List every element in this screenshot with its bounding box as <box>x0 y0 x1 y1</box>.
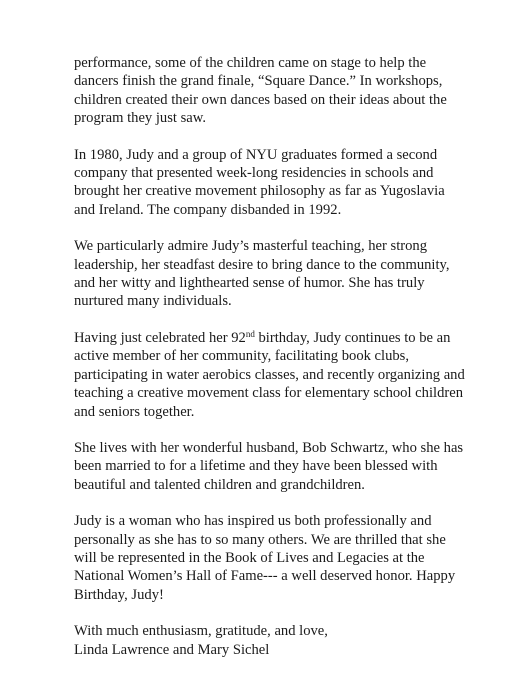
text-line: Judy is a woman who has inspired us both professionally and <box>74 513 432 530</box>
text-line <box>74 329 514 347</box>
closing-block <box>74 622 514 659</box>
text-line: and Ireland. The company disbanded in 1992. <box>74 201 342 218</box>
text-line: We particularly admire Judy’s masterful teaching, her strong <box>74 238 428 255</box>
text-line: will be represented in the Book of Lives and Legacies at the <box>74 549 425 566</box>
text-line: performance, some of the children came on stage to help the <box>74 55 427 71</box>
text-line: company that presented week-long residencies in schools and <box>74 165 434 182</box>
text-line: children created their own dances based on their ideas about the <box>74 91 447 108</box>
birthday-text-before: Having just celebrated her 92 <box>74 329 246 346</box>
text-line: active member of her community, facilitating book clubs, <box>74 348 410 365</box>
text-line: nurtured many individuals. <box>74 293 232 310</box>
text-line: been married to for a lifetime and they have been blessed with <box>74 458 438 475</box>
birthday-text-after: birthday, Judy continues to be an <box>254 329 451 346</box>
paragraph-company <box>74 146 514 220</box>
text-line: and her witty and lighthearted sense of humor. She has truly <box>74 275 425 292</box>
text-line: program they just saw. <box>74 110 206 127</box>
signature-line: Linda Lawrence and Mary Sichel <box>74 641 270 658</box>
text-line: Birthday, Judy! <box>74 586 164 603</box>
text-line: brought her creative movement philosophy as far as Yugoslavia <box>74 183 445 200</box>
text-line: participating in water aerobics classes, and recently organizing and <box>74 366 465 383</box>
closing-line: With much enthusiasm, gratitude, and love, <box>74 623 328 640</box>
text-line: In 1980, Judy and a group of NYU graduates formed a second <box>74 146 438 163</box>
paragraph-honor <box>74 512 514 604</box>
paragraph-admiration <box>74 237 514 311</box>
ordinal-superscript: nd <box>245 328 255 339</box>
text-line: dancers finish the grand finale, “Square Dance.” In workshops, <box>74 73 443 90</box>
text-line: personally as she has to so many others. We are thrilled that she <box>74 531 446 548</box>
paragraph-family <box>74 439 514 494</box>
text-line: and seniors together. <box>74 403 195 420</box>
paragraph-performance <box>74 54 514 128</box>
text-line: teaching a creative movement class for elementary school children <box>74 385 464 402</box>
text-line: National Women’s Hall of Fame--- a well deserved honor. Happy <box>74 568 456 585</box>
paragraph-birthday <box>74 329 514 421</box>
text-line: leadership, her steadfast desire to bring dance to the community, <box>74 256 450 273</box>
text-line: She lives with her wonderful husband, Bob Schwartz, who she has <box>74 439 464 456</box>
letter-body <box>74 54 514 677</box>
text-line: beautiful and talented children and grandchildren. <box>74 476 365 493</box>
